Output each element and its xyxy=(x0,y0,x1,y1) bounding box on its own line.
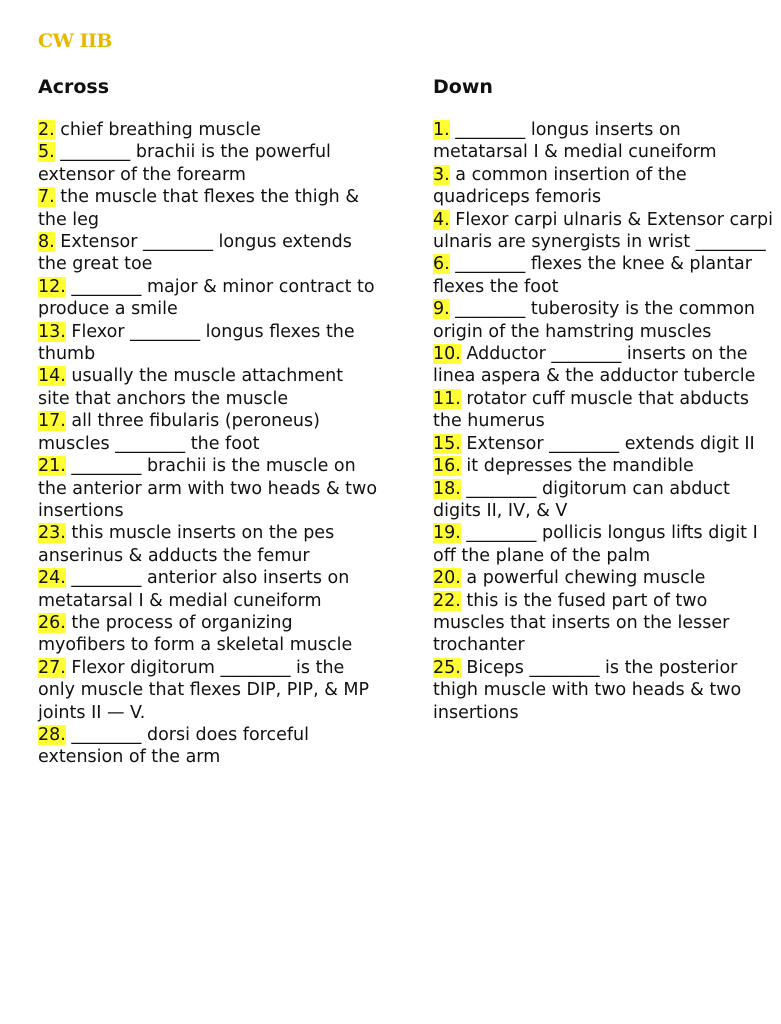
clue-number: 24. xyxy=(38,568,66,589)
clue-number: 6. xyxy=(433,254,450,275)
clue-text: it depresses the mandible xyxy=(466,456,694,477)
clue-text: rotator cuff muscle that abducts the humerus xyxy=(433,388,749,432)
clue-number: 19. xyxy=(433,523,461,544)
clue-text: all three fibularis (peroneus) muscles ________ the foot xyxy=(38,411,320,454)
clue-text: a common insertion of the quadriceps femoris xyxy=(433,164,687,208)
clue-text: ________ brachii is the muscle on the anterior arm with two heads & two insertions xyxy=(38,456,378,521)
clue-text: Biceps ________ is the posterior thigh muscle with two heads & two insertions xyxy=(433,657,742,723)
clue-number: 11. xyxy=(433,388,461,409)
clue-number: 28. xyxy=(38,724,66,745)
clue-number: 7. xyxy=(38,187,55,208)
clue-text: ________ digitorum can abduct digits II, IV, & V xyxy=(433,478,730,521)
clue-text: the process of organizing myofibers to form a skeletal muscle xyxy=(38,612,353,656)
across-heading: Across xyxy=(38,76,110,98)
clue-number: 2. xyxy=(38,120,55,140)
clue-item xyxy=(433,522,773,567)
down-clue-list xyxy=(433,119,773,724)
clue-item xyxy=(433,657,773,724)
clue-item xyxy=(38,724,378,769)
clue-number: 1. xyxy=(433,120,450,140)
clue-item xyxy=(38,141,378,186)
clue-text: Extensor ________ extends digit II xyxy=(466,433,755,454)
clue-number: 16. xyxy=(433,456,461,477)
clue-number: 13. xyxy=(38,321,66,342)
clue-number: 27. xyxy=(38,657,66,678)
clue-number: 12. xyxy=(38,276,66,297)
clue-number: 22. xyxy=(433,590,461,611)
clue-item xyxy=(433,253,773,298)
clue-number: 5. xyxy=(38,142,55,163)
clue-text: usually the muscle attachment site that anchors the muscle xyxy=(38,366,344,409)
clue-item xyxy=(433,478,773,523)
clue-number: 15. xyxy=(433,433,461,454)
clue-text: ________ flexes the knee & plantar flexes the foot xyxy=(433,254,752,297)
clue-text: Flexor digitorum ________ is the only muscle that flexes DIP, PIP, & MP joints II — V. xyxy=(38,657,370,723)
clue-item xyxy=(433,298,773,343)
clue-number: 20. xyxy=(433,568,461,589)
clue-item xyxy=(38,186,378,231)
clue-item xyxy=(433,433,773,455)
clue-item xyxy=(38,321,378,366)
clue-item xyxy=(38,567,378,612)
clue-number: 8. xyxy=(38,232,55,253)
clue-item xyxy=(433,567,773,589)
clue-item xyxy=(433,590,773,657)
clue-item xyxy=(433,343,773,388)
clue-item xyxy=(433,455,773,477)
clue-item xyxy=(38,612,378,657)
clue-text: ________ anterior also inserts on metatarsal I & medial cuneiform xyxy=(38,568,350,611)
clue-text: ________ major & minor contract to produce a smile xyxy=(38,276,375,320)
down-heading: Down xyxy=(433,76,493,98)
clue-number: 21. xyxy=(38,456,66,477)
clue-number: 3. xyxy=(433,164,450,185)
clue-item xyxy=(38,410,378,455)
clue-text: this muscle inserts on the pes anserinus & adducts the femur xyxy=(38,523,335,566)
clue-item xyxy=(433,119,773,164)
clue-text: Extensor ________ longus extends the great toe xyxy=(38,232,352,275)
clue-number: 4. xyxy=(433,209,450,230)
clue-text: Flexor ________ longus flexes the thumb xyxy=(38,321,355,365)
clue-text: ________ pollicis longus lifts digit I off the plane of the palm xyxy=(433,523,758,566)
clue-text: chief breathing muscle xyxy=(60,120,261,140)
clue-number: 14. xyxy=(38,366,66,387)
clue-number: 18. xyxy=(433,478,461,499)
document-title: CW IIB xyxy=(38,30,112,52)
clue-item xyxy=(38,276,378,321)
clue-item xyxy=(433,164,773,209)
clue-item xyxy=(38,522,378,567)
clue-text: this is the fused part of two muscles that inserts on the lesser trochanter xyxy=(433,590,730,656)
clue-item xyxy=(38,365,378,410)
across-column xyxy=(38,75,378,769)
clue-number: 26. xyxy=(38,612,66,633)
clue-item xyxy=(38,657,378,724)
clue-text: ________ brachii is the powerful extensor of the forearm xyxy=(38,142,331,185)
clue-item xyxy=(38,231,378,276)
clue-number: 9. xyxy=(433,299,450,320)
clue-number: 10. xyxy=(433,344,461,365)
clue-number: 25. xyxy=(433,657,461,678)
down-column xyxy=(433,75,773,724)
clue-text: ________ tuberosity is the common origin of the hamstring muscles xyxy=(433,299,755,342)
clue-text: ________ dorsi does forceful extension of the arm xyxy=(38,724,309,768)
clue-item xyxy=(38,455,378,522)
clue-text: a powerful chewing muscle xyxy=(466,568,706,589)
clue-text: Flexor carpi ulnaris & Extensor carpi ulnaris are synergists in wrist ________ xyxy=(433,209,773,253)
clue-text: Adductor ________ inserts on the linea aspera & the adductor tubercle xyxy=(433,344,756,387)
clue-text: the muscle that flexes the thigh & the leg xyxy=(38,187,359,230)
clue-item xyxy=(38,119,378,141)
across-clue-list xyxy=(38,119,378,769)
clue-text: ________ longus inserts on metatarsal I & medial cuneiform xyxy=(433,120,717,163)
clue-item xyxy=(433,388,773,433)
clue-item xyxy=(433,209,773,254)
clue-number: 23. xyxy=(38,523,66,544)
clue-number: 17. xyxy=(38,411,66,432)
